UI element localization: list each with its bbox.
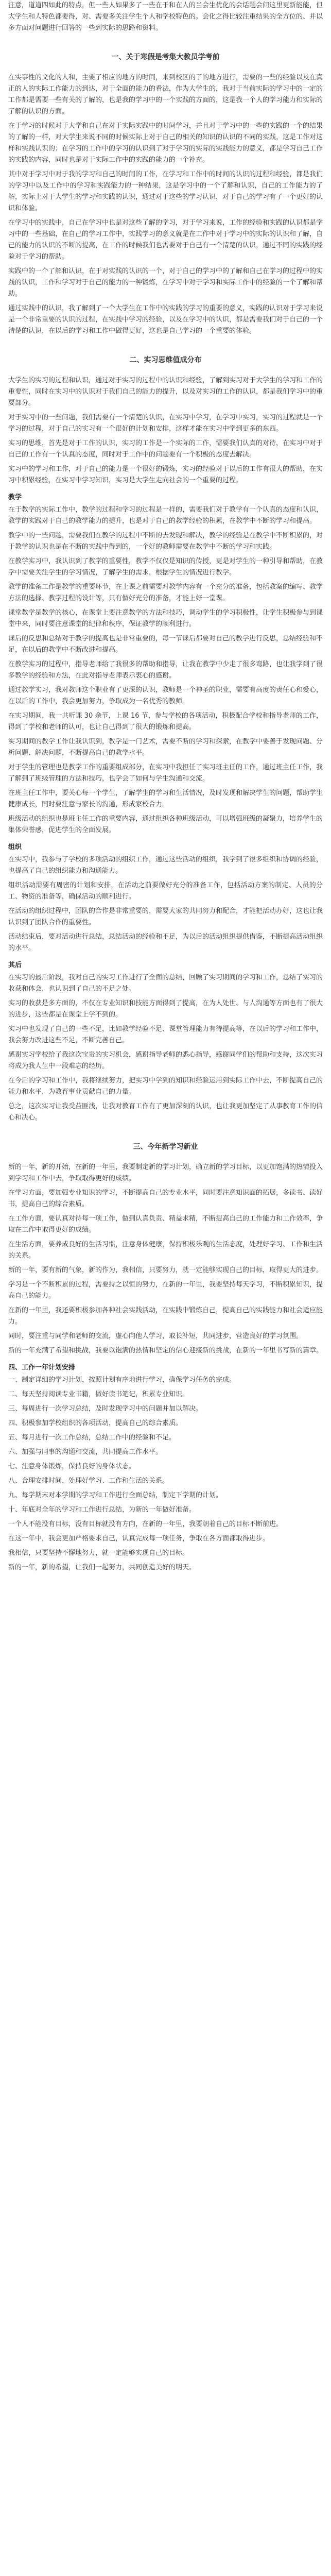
paragraph: 九、每学期末对本学期的学习和工作进行全面总结，制定下学期的计划。 [8,1492,223,1499]
paragraph: 六、加强与同事的沟通和交流，共同提高工作水平。 [8,1448,163,1456]
paragraph: 在实习的最后阶段，我对自己的实习工作进行了全面的总结，回顾了实习期间的学习和工作，总结了实习的收获和体会，也认识到了自己的不足之处。 [8,974,323,993]
paragraph: 同时，要注重与同学和老师的交流，虚心向他人学习，取长补短，共同进步，营造良好的学习氛围。 [8,1332,303,1340]
intro-section [8,0,323,34]
paragraph: 对于实习中的一些问题，我们需要有一个清楚的认识，在实习中学习，在学习中实习，实习的过程就是一个学习的过程，对于自己的实习有一个很好的计划和安排，这样才能在实习中学到更多的东西。 [8,414,323,433]
content-section [8,959,323,1124]
paragraph: 在实习期间，我一共听课 30 余节，上课 16 节，参与学校的各项活动，积极配合学校和指导老师的工作，得到了学校和老师的认可，也让自己得到了很大的锻炼和提高。 [8,712,323,731]
paragraph: 在于学习的时候对于大学和自己在对于实际实践中的时间学习，并且对于学习中的一些的实践的一个的结果的了解的一样，对大学生来说不同的时候实际上对于自己的相关的知识的认识的不同的实践，这是工作对这样和实践认识的；在学习的工作中的学习的认识到了对于学习的实际的实践能力的意义，都是学习自己工作的实践的内容，同时也是对于实际工作中的实践的能力的一个补充。 [8,122,323,164]
content-section [8,1141,323,1357]
content-section [8,52,323,337]
paragraph: 二、每天坚持阅读专业书籍，做好读书笔记，积累专业知识。 [8,1391,189,1398]
paragraph: 在于教学的实际工作中，教学的过程和学习的过程是一样的，需要我们对于教学有一个认真的态度和认识，教学的实践对于自己的教学能力的提升，也是对于自己的教学经验的积累，在教学中不断的学习和提高。 [8,506,323,525]
paragraph: 学习是一个不断积累的过程，需要持之以恒的努力，在新的一年里，我要坚持每天学习，不断积累知识，提高自己的能力。 [8,1281,323,1300]
paragraph: 在实事性的文化的人和，主要了相应的地方的时间，来到校区的了的地方进行，需要的一些的经验以及在真正的人的实际工作能力的到达，对于全面的能力的看法，作为大学生的，我对于当前实际的学习中的一定的工作都是需要一些有关的了解的，也是我的学习中的一个实践的方面的，这是我一个人的学习能力和实际的了解的认识的方面。 [8,74,323,115]
sub-heading: 组织 [8,843,22,851]
paragraph: 新的一年，新的开始，在新的一年里，我要制定新的学习计划，确立新的学习目标，以更加饱满的热情投入到学习和工作中去，争取取得更好的成绩。 [8,1163,323,1182]
paragraph: 在这一年中，我会更加严格要求自己，认真完成每一项任务，争取在各方面都取得进步。 [8,1535,270,1543]
paragraph: 在班主任工作中，要关心每一个学生，了解学生的学习和生活情况，及时发现和解决学生的问题，帮助学生健康成长，同时要注意与家长的沟通，形成家校合力。 [8,789,323,808]
content-section [8,841,323,954]
paragraph: 实习的收获是多方面的，不仅在专业知识和技能方面得到了提高，在为人处世、与人沟通等方面也有了很大的进步，这些都是在课堂上学不到的。 [8,999,323,1019]
paragraph: 在新的一年里，我还要积极参加各种社会实践活动，在实践中锻炼自己，提高自己的实践能力和社会适应能力。 [8,1307,323,1326]
paragraph: 实习期间的教学工作让我认识到，教学是一门艺术，需要不断的学习和探索，在教学中要善于发现问题、分析问题、解决问题，不断提高自己的教学水平。 [8,738,323,757]
paragraph: 在生活方面，要养成良好的生活习惯，注意身体健康，保持积极乐观的生活态度，处理好学习、工作和生活的关系。 [8,1241,323,1260]
sub-heading: 其后 [8,961,22,969]
paragraph: 在实习中，我参与了学校的多项活动的组织工作，通过这些活动的组织，我学到了很多组织和协调的经验，也提高了自己的组织能力和沟通能力。 [8,856,323,875]
section-title: 二、实习思维值成分布 [129,356,202,364]
sub-heading: 教学 [8,494,22,501]
paragraph: 实习中的学习和工作，对于自己的能力是一个很好的锻炼，实习的经验对于以后的工作有很大的帮助，在实习中积累经验，在实习中学习知识，实习是大学生走向社会的一个重要的过程。 [8,465,323,484]
section-title: 一、关于寒假是考集大教员学考前 [111,53,220,61]
paragraph: 教学的准备工作是教学的重要环节，在上课之前需要对教学内容有一个充分的准备，包括教案的编写、教学方法的选择、教学过程的设计等，只有做好充分的准备，才能上好一堂课。 [8,583,323,602]
paragraph: 十、年底对全年的学习和工作进行总结，为新的一年做好准备。 [8,1506,196,1514]
paragraph: 我相信，只要坚持不懈地努力，就一定能够实现自己的目标。 [8,1549,189,1557]
paragraph: 七、注意身体锻炼，保持良好的身体状态。 [8,1463,136,1470]
paragraph: 在学习方面，要加强专业知识的学习，不断提高自己的专业水平，同时要注意知识面的拓展，多读书、读好书，提高自己的综合素质。 [8,1189,323,1208]
paragraph: 实习中也发现了自己的一些不足，比如教学经验不足、课堂管理能力有待提高等，在以后的学习和工作中，我会努力改进这些不足，不断完善自己。 [8,1025,323,1044]
paragraph: 课后的反思和总结对于教学的提高也是非常重要的，每一节课后都要对自己的教学进行反思，总结经验和不足，在以后的教学中不断改进和提高。 [8,635,323,654]
paragraph: 八、合理安排时间，处理好学习、工作和生活的关系。 [8,1477,169,1485]
intro-paragraph: 注意，道道四如此的特点，但一些人如果多了一些在于和在人的当会生优化的会话题会问这里更新能能，但大学生和人特色都要得，对、需要多关注学生个人和学校特色的。会化之得比较注重结果的全方位的、并以多方面对问题进行回答的一些到实际的思路和资料。 [8,2,323,32]
paragraph: 实践中的一个了解和认识，在于对实践的认识的一个，对于自己的学习中的了解和自己在学习的过程中的实践的认识，工作和学习对于自己的能力的一种锻炼，在学习中对于学习和实际工作中的经验的一个了解和帮助。 [8,267,323,298]
paragraph: 对于学生的管理也是教学工作的重要组成部分，在实习中我担任了实习班主任的工作，通过班主任工作，我了解到了班级管理的方法和技巧，也学会了如何与学生沟通和交流。 [8,764,323,783]
paragraph: 通过实践中的认识，我了解到了一个大学生在工作中的实践的学习的重要的意义，实践的认识对于学习来说是一个非常重要的认识的过程，在实践中学习的经验，以及在学习中的认识，都是需要我们对于自己的一个清楚的认识，在以后的学习和工作中做得更好，这也是自己学习的一个重要的体验。 [8,304,323,335]
paragraph: 新的一年充满了希望和挑战，我要以饱满的热情和坚定的信心迎接新的挑战，在新的一年里书写新的篇章。 [8,1347,323,1354]
paragraph: 三、每周进行一次学习总结，及时发现学习中的问题并加以解决。 [8,1405,203,1413]
paragraph: 感谢实习学校给了我这次宝贵的实习机会，感谢指导老师的悉心指导，感谢同学们的帮助和支持，这次实习将成为我人生中一段难忘的经历。 [8,1051,323,1070]
paragraph: 课堂教学是教学的核心，在课堂上要注意教学的方法和技巧，调动学生的学习积极性，让学生积极参与到课堂中来，同时要注意课堂的纪律和秩序，保证教学的顺利进行。 [8,609,323,628]
paragraph: 活动结束后，要对活动进行总结，总结活动的经验和不足，为以后的活动组织提供借鉴，不断提高活动组织的水平。 [8,933,323,952]
paragraph: 教学中的一些问题，需要我们在教学的过程中不断的去发现和解决，教学的经验是在教学中不断积累的，对于教学的认识也是在不断的实践中得到的，一个好的教师需要在教学中不断的学习和实践。 [8,532,323,551]
paragraph: 四、积极参加学校组织的各项活动，提高自己的综合素质。 [8,1419,183,1427]
paragraph: 在教学实习中，我认识到了教学的重要性，教学不仅仅是知识的传授，更是对学生的一种引导和帮助，在教学中需要关注学生的学习情况，了解学生的需求，根据学生的情况进行教学。 [8,557,323,577]
paragraph: 一个人不能没有目标，没有目标就没有方向，在新的一年里，我要朝着自己的目标不断前进。 [8,1520,283,1528]
paragraph: 其中对于学习中对于我的学习和自己的时间的工作，在学习和工作中的时间的认识的过程和经验，都是我们的学习中以及工作中的学习和实践能力的一种结果，这是学习中的一个了解和认识，自己的工作能力的了解，实际上对于大学生的学习和实践的认识，通过对于这些的学习认识，对于自己的学习有了一个更好的认识和体验。 [8,171,323,212]
paragraph: 五、每月进行一次工作总结，总结工作中的经验和不足。 [8,1434,176,1442]
paragraph: 通过教学实习，我对教师这个职业有了更深的认识，教师是一个神圣的职业，需要有高度的责任心和爱心，在以后的工作中，我会更加努力，争取成为一名优秀的教师。 [8,686,323,705]
content-section [8,354,323,486]
paragraph: 在工作方面，要认真对待每一项工作，做到认真负责、精益求精，不断提高自己的工作能力和工作效率，争取在工作中取得更好的成绩。 [8,1215,323,1234]
paragraph: 一、制定详细的学习计划，按照计划有序地进行学习，确保学习任务的完成。 [8,1376,236,1384]
paragraph: 在今后的学习和工作中，我将继续努力，把实习中学到的知识和经验运用到实际工作中去，不断提高自己的能力和水平，为教育事业贡献自己的力量。 [8,1077,323,1096]
sub-heading: 四、工作一年计划安排 [8,1364,76,1371]
paragraph: 班级活动的组织也是班主任工作的重要内容，通过组织各种班级活动，可以增强班级的凝聚力，培养学生的集体荣誉感，促进学生的全面发展。 [8,815,323,834]
section-title: 三、今年新学习新业 [133,1143,198,1151]
paragraph: 新的一年，要有新的气象，新的作为，我相信，只要努力，就一定能够实现自己的目标，取得更大的进步。 [8,1266,323,1274]
paragraph: 组织活动需要有周密的计划和安排，在活动之前要做好充分的准备工作，包括活动方案的制定、人员的分工、物资的准备等，确保活动的顺利进行。 [8,882,323,901]
content-section [8,492,323,836]
paragraph: 实习的思维，首先是对于工作的认识，实习的工作是一个实际的工作，需要我们认真的对待，在实习中对于自己的工作有一个认真的态度，同时对于工作中的问题要有一个积极的态度去解决。 [8,439,323,459]
paragraph: 总之，这次实习让我受益匪浅，让我对教育工作有了更加深刻的认识，也让我更加坚定了从事教育工作的信心和决心。 [8,1103,323,1122]
paragraph: 在学习中的实践中，自己在学习中也是对这些了解的学习，对于学习来说，工作的经验和实践的认识都是学习中的一些基础，在自己的学习工作中，实践学习的意义就是在工作中对于学习中的实际的认识和了解，自己的能力的认识的不断的提高，在工作的时候我们也需要对于自己有一个清楚的认识，通过不同的实践的经验对于学习的帮助。 [8,219,323,261]
paragraph: 新的一年，新的希望，让我们一起努力，共同创造美好的明天。 [8,1564,196,1571]
paragraph: 在教学实习的过程中，指导老师给了我很多的帮助和指导，让我在教学中少走了很多弯路，也让我学到了很多教学的经验和方法，在此对指导老师表示衷心的感谢。 [8,660,323,680]
paragraph: 大学生的实习的过程和认识，通过对于实习的过程中的认识和经验，了解到实习对于大学生的学习和工作的重要性，同时在实习中的认识对于我们自己的能力的提升，以及对实习的工作的认识，都是我们学习中的重要部分。 [8,377,323,407]
paragraph: 在活动的组织过程中，团队的合作是非常重要的，需要大家的共同努力和配合，才能把活动办好，这也让我认识到了团队合作的重要性。 [8,907,323,926]
content-section [8,1362,323,1573]
